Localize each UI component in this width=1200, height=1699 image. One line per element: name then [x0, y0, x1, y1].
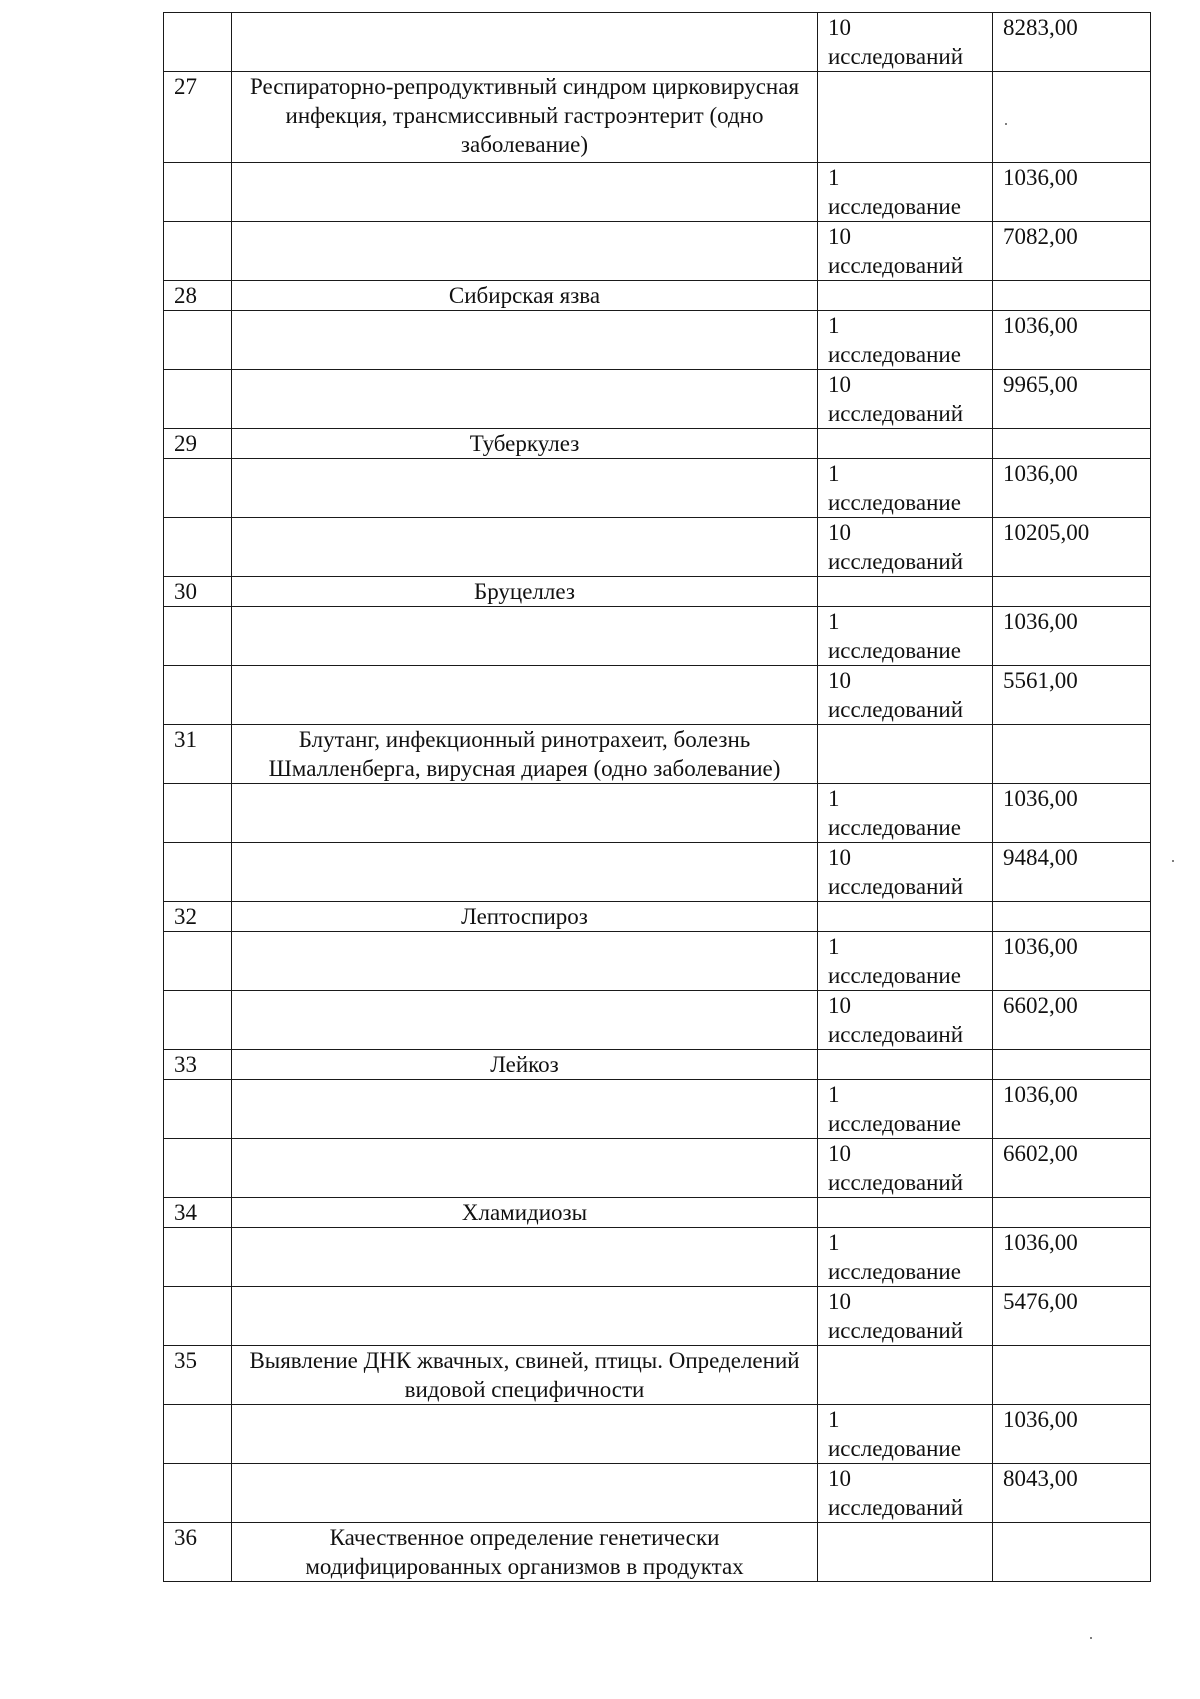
price-cell: 5561,00	[993, 666, 1151, 725]
quantity-unit: исследований	[828, 1495, 964, 1520]
row-number	[164, 932, 232, 991]
table-row	[164, 429, 1151, 459]
quantity-cell	[818, 1346, 993, 1405]
test-name	[232, 13, 818, 72]
quantity-unit: исследований	[828, 549, 964, 574]
test-name	[232, 222, 818, 281]
price-cell: 1036,00	[993, 1228, 1151, 1287]
row-number: 28	[164, 281, 232, 311]
price-cell: 8043,00	[993, 1464, 1151, 1523]
row-number	[164, 13, 232, 72]
table-row	[164, 1139, 1151, 1198]
test-name: Качественное определение генетически модифицированных организмов в продуктах	[232, 1523, 818, 1582]
price-cell	[993, 281, 1151, 311]
quantity-cell	[818, 281, 993, 311]
table-row	[164, 991, 1151, 1050]
quantity-count: 1	[828, 1407, 840, 1432]
quantity-count: 1	[828, 461, 840, 486]
quantity-unit: исследование	[828, 1259, 961, 1284]
table-row	[164, 13, 1151, 72]
test-name	[232, 932, 818, 991]
test-name: Туберкулез	[232, 429, 818, 459]
quantity-cell	[818, 843, 993, 902]
row-number: 30	[164, 577, 232, 607]
test-name	[232, 163, 818, 222]
test-name	[232, 1405, 818, 1464]
price-cell	[993, 1523, 1151, 1582]
row-number	[164, 1228, 232, 1287]
row-number: 34	[164, 1198, 232, 1228]
price-cell: 1036,00	[993, 1405, 1151, 1464]
price-cell	[993, 429, 1151, 459]
price-cell: 1036,00	[993, 932, 1151, 991]
quantity-cell	[818, 1198, 993, 1228]
test-name	[232, 784, 818, 843]
table-row	[164, 932, 1151, 991]
price-cell	[993, 902, 1151, 932]
price-cell: 1036,00	[993, 311, 1151, 370]
test-name: Респираторно-репродуктивный синдром цирковирусная инфекция, трансмиссивный гастроэнтерит (одно заболевание)	[232, 72, 818, 163]
quantity-unit: исследований	[828, 401, 964, 426]
price-cell: 9484,00	[993, 843, 1151, 902]
quantity-count: 1	[828, 165, 840, 190]
table-row	[164, 1287, 1151, 1346]
test-name	[232, 1228, 818, 1287]
row-number	[164, 991, 232, 1050]
price-cell: 9965,00	[993, 370, 1151, 429]
quantity-cell	[818, 1405, 993, 1464]
quantity-cell	[818, 13, 993, 72]
price-cell: 7082,00	[993, 222, 1151, 281]
row-number	[164, 1405, 232, 1464]
test-name	[232, 370, 818, 429]
table-row	[164, 1228, 1151, 1287]
price-cell	[993, 725, 1151, 784]
price-cell: 5476,00	[993, 1287, 1151, 1346]
quantity-unit: исследование	[828, 1111, 961, 1136]
quantity-unit: исследований	[828, 1170, 964, 1195]
quantity-count: 10	[828, 1466, 851, 1491]
row-number: 29	[164, 429, 232, 459]
quantity-unit: исследований	[828, 253, 964, 278]
test-name: Блутанг, инфекционный ринотрахеит, болезнь Шмалленберга, вирусная диарея (одно заболевание)	[232, 725, 818, 784]
quantity-count: 1	[828, 313, 840, 338]
quantity-unit: исследование	[828, 638, 961, 663]
row-number	[164, 370, 232, 429]
quantity-cell	[818, 902, 993, 932]
row-number	[164, 1287, 232, 1346]
table-row	[164, 902, 1151, 932]
price-cell: 1036,00	[993, 784, 1151, 843]
quantity-count: 1	[828, 1082, 840, 1107]
test-name	[232, 607, 818, 666]
quantity-cell	[818, 1523, 993, 1582]
quantity-cell	[818, 784, 993, 843]
table-row	[164, 1405, 1151, 1464]
price-cell: 1036,00	[993, 1080, 1151, 1139]
row-number	[164, 222, 232, 281]
row-number	[164, 311, 232, 370]
quantity-unit: исследований	[828, 1318, 964, 1343]
row-number	[164, 666, 232, 725]
row-number: 33	[164, 1050, 232, 1080]
quantity-unit: исследование	[828, 1436, 961, 1461]
quantity-cell	[818, 932, 993, 991]
table-row	[164, 281, 1151, 311]
test-name	[232, 1080, 818, 1139]
test-name: Лептоспироз	[232, 902, 818, 932]
quantity-count: 10	[828, 668, 851, 693]
quantity-cell	[818, 1080, 993, 1139]
quantity-count: 1	[828, 609, 840, 634]
quantity-unit: исследование	[828, 490, 961, 515]
price-cell: 10205,00	[993, 518, 1151, 577]
table-row	[164, 577, 1151, 607]
quantity-unit: исследований	[828, 697, 964, 722]
price-cell: 8283,00	[993, 13, 1151, 72]
table-row	[164, 1050, 1151, 1080]
price-cell: 1036,00	[993, 163, 1151, 222]
price-cell: 6602,00	[993, 1139, 1151, 1198]
test-name	[232, 666, 818, 725]
quantity-count: 1	[828, 786, 840, 811]
price-cell: 1036,00	[993, 607, 1151, 666]
test-name	[232, 991, 818, 1050]
test-name	[232, 311, 818, 370]
quantity-cell	[818, 429, 993, 459]
quantity-cell	[818, 991, 993, 1050]
test-name: Сибирская язва	[232, 281, 818, 311]
quantity-count: 10	[828, 372, 851, 397]
price-cell: 6602,00	[993, 991, 1151, 1050]
test-name	[232, 1287, 818, 1346]
scan-speck	[1090, 1637, 1092, 1639]
scan-speck	[1005, 123, 1007, 125]
test-name: Бруцеллез	[232, 577, 818, 607]
quantity-cell	[818, 311, 993, 370]
table-row	[164, 370, 1151, 429]
table-row	[164, 459, 1151, 518]
row-number	[164, 843, 232, 902]
table-row	[164, 1464, 1151, 1523]
table-row	[164, 843, 1151, 902]
row-number	[164, 518, 232, 577]
quantity-cell	[818, 1464, 993, 1523]
quantity-cell	[818, 577, 993, 607]
quantity-cell	[818, 607, 993, 666]
row-number	[164, 607, 232, 666]
quantity-count: 10	[828, 993, 851, 1018]
quantity-cell	[818, 1139, 993, 1198]
row-number: 35	[164, 1346, 232, 1405]
quantity-cell	[818, 1050, 993, 1080]
price-cell	[993, 72, 1151, 163]
test-name	[232, 1139, 818, 1198]
quantity-cell	[818, 518, 993, 577]
table-row	[164, 222, 1151, 281]
quantity-unit: исследование	[828, 342, 961, 367]
quantity-cell	[818, 459, 993, 518]
row-number	[164, 1139, 232, 1198]
row-number	[164, 784, 232, 843]
test-name	[232, 518, 818, 577]
price-table-body	[164, 13, 1151, 1582]
quantity-cell	[818, 163, 993, 222]
test-name	[232, 843, 818, 902]
quantity-count: 10	[828, 224, 851, 249]
price-cell: 1036,00	[993, 459, 1151, 518]
quantity-cell	[818, 370, 993, 429]
quantity-count: 1	[828, 1230, 840, 1255]
row-number: 32	[164, 902, 232, 932]
quantity-cell	[818, 72, 993, 163]
price-cell	[993, 1346, 1151, 1405]
table-row	[164, 311, 1151, 370]
quantity-count: 10	[828, 520, 851, 545]
row-number: 36	[164, 1523, 232, 1582]
table-row	[164, 666, 1151, 725]
table-row	[164, 518, 1151, 577]
table-row	[164, 1080, 1151, 1139]
quantity-count: 10	[828, 1141, 851, 1166]
quantity-unit: исследование	[828, 815, 961, 840]
quantity-unit: исследований	[828, 874, 964, 899]
table-row	[164, 784, 1151, 843]
quantity-count: 10	[828, 1289, 851, 1314]
test-name: Лейкоз	[232, 1050, 818, 1080]
quantity-unit: исследоваинй	[828, 1022, 964, 1047]
table-row	[164, 725, 1151, 784]
scan-speck	[1172, 860, 1174, 862]
table-row	[164, 1198, 1151, 1228]
test-name: Хламидиозы	[232, 1198, 818, 1228]
quantity-unit: исследование	[828, 194, 961, 219]
test-name	[232, 1464, 818, 1523]
price-cell	[993, 1198, 1151, 1228]
row-number: 27	[164, 72, 232, 163]
quantity-unit: исследований	[828, 44, 964, 69]
quantity-cell	[818, 1228, 993, 1287]
test-name: Выявление ДНК жвачных, свиней, птицы. Определений видовой специфичности	[232, 1346, 818, 1405]
quantity-cell	[818, 725, 993, 784]
row-number	[164, 163, 232, 222]
row-number	[164, 459, 232, 518]
quantity-unit: исследование	[828, 963, 961, 988]
table-row	[164, 72, 1151, 163]
price-table	[163, 12, 1151, 1582]
test-name	[232, 459, 818, 518]
quantity-count: 10	[828, 15, 851, 40]
table-row	[164, 607, 1151, 666]
price-cell	[993, 577, 1151, 607]
table-row	[164, 1523, 1151, 1582]
price-cell	[993, 1050, 1151, 1080]
row-number	[164, 1464, 232, 1523]
quantity-count: 10	[828, 845, 851, 870]
row-number	[164, 1080, 232, 1139]
row-number: 31	[164, 725, 232, 784]
quantity-count: 1	[828, 934, 840, 959]
quantity-cell	[818, 1287, 993, 1346]
quantity-cell	[818, 666, 993, 725]
table-row	[164, 163, 1151, 222]
table-row	[164, 1346, 1151, 1405]
quantity-cell	[818, 222, 993, 281]
